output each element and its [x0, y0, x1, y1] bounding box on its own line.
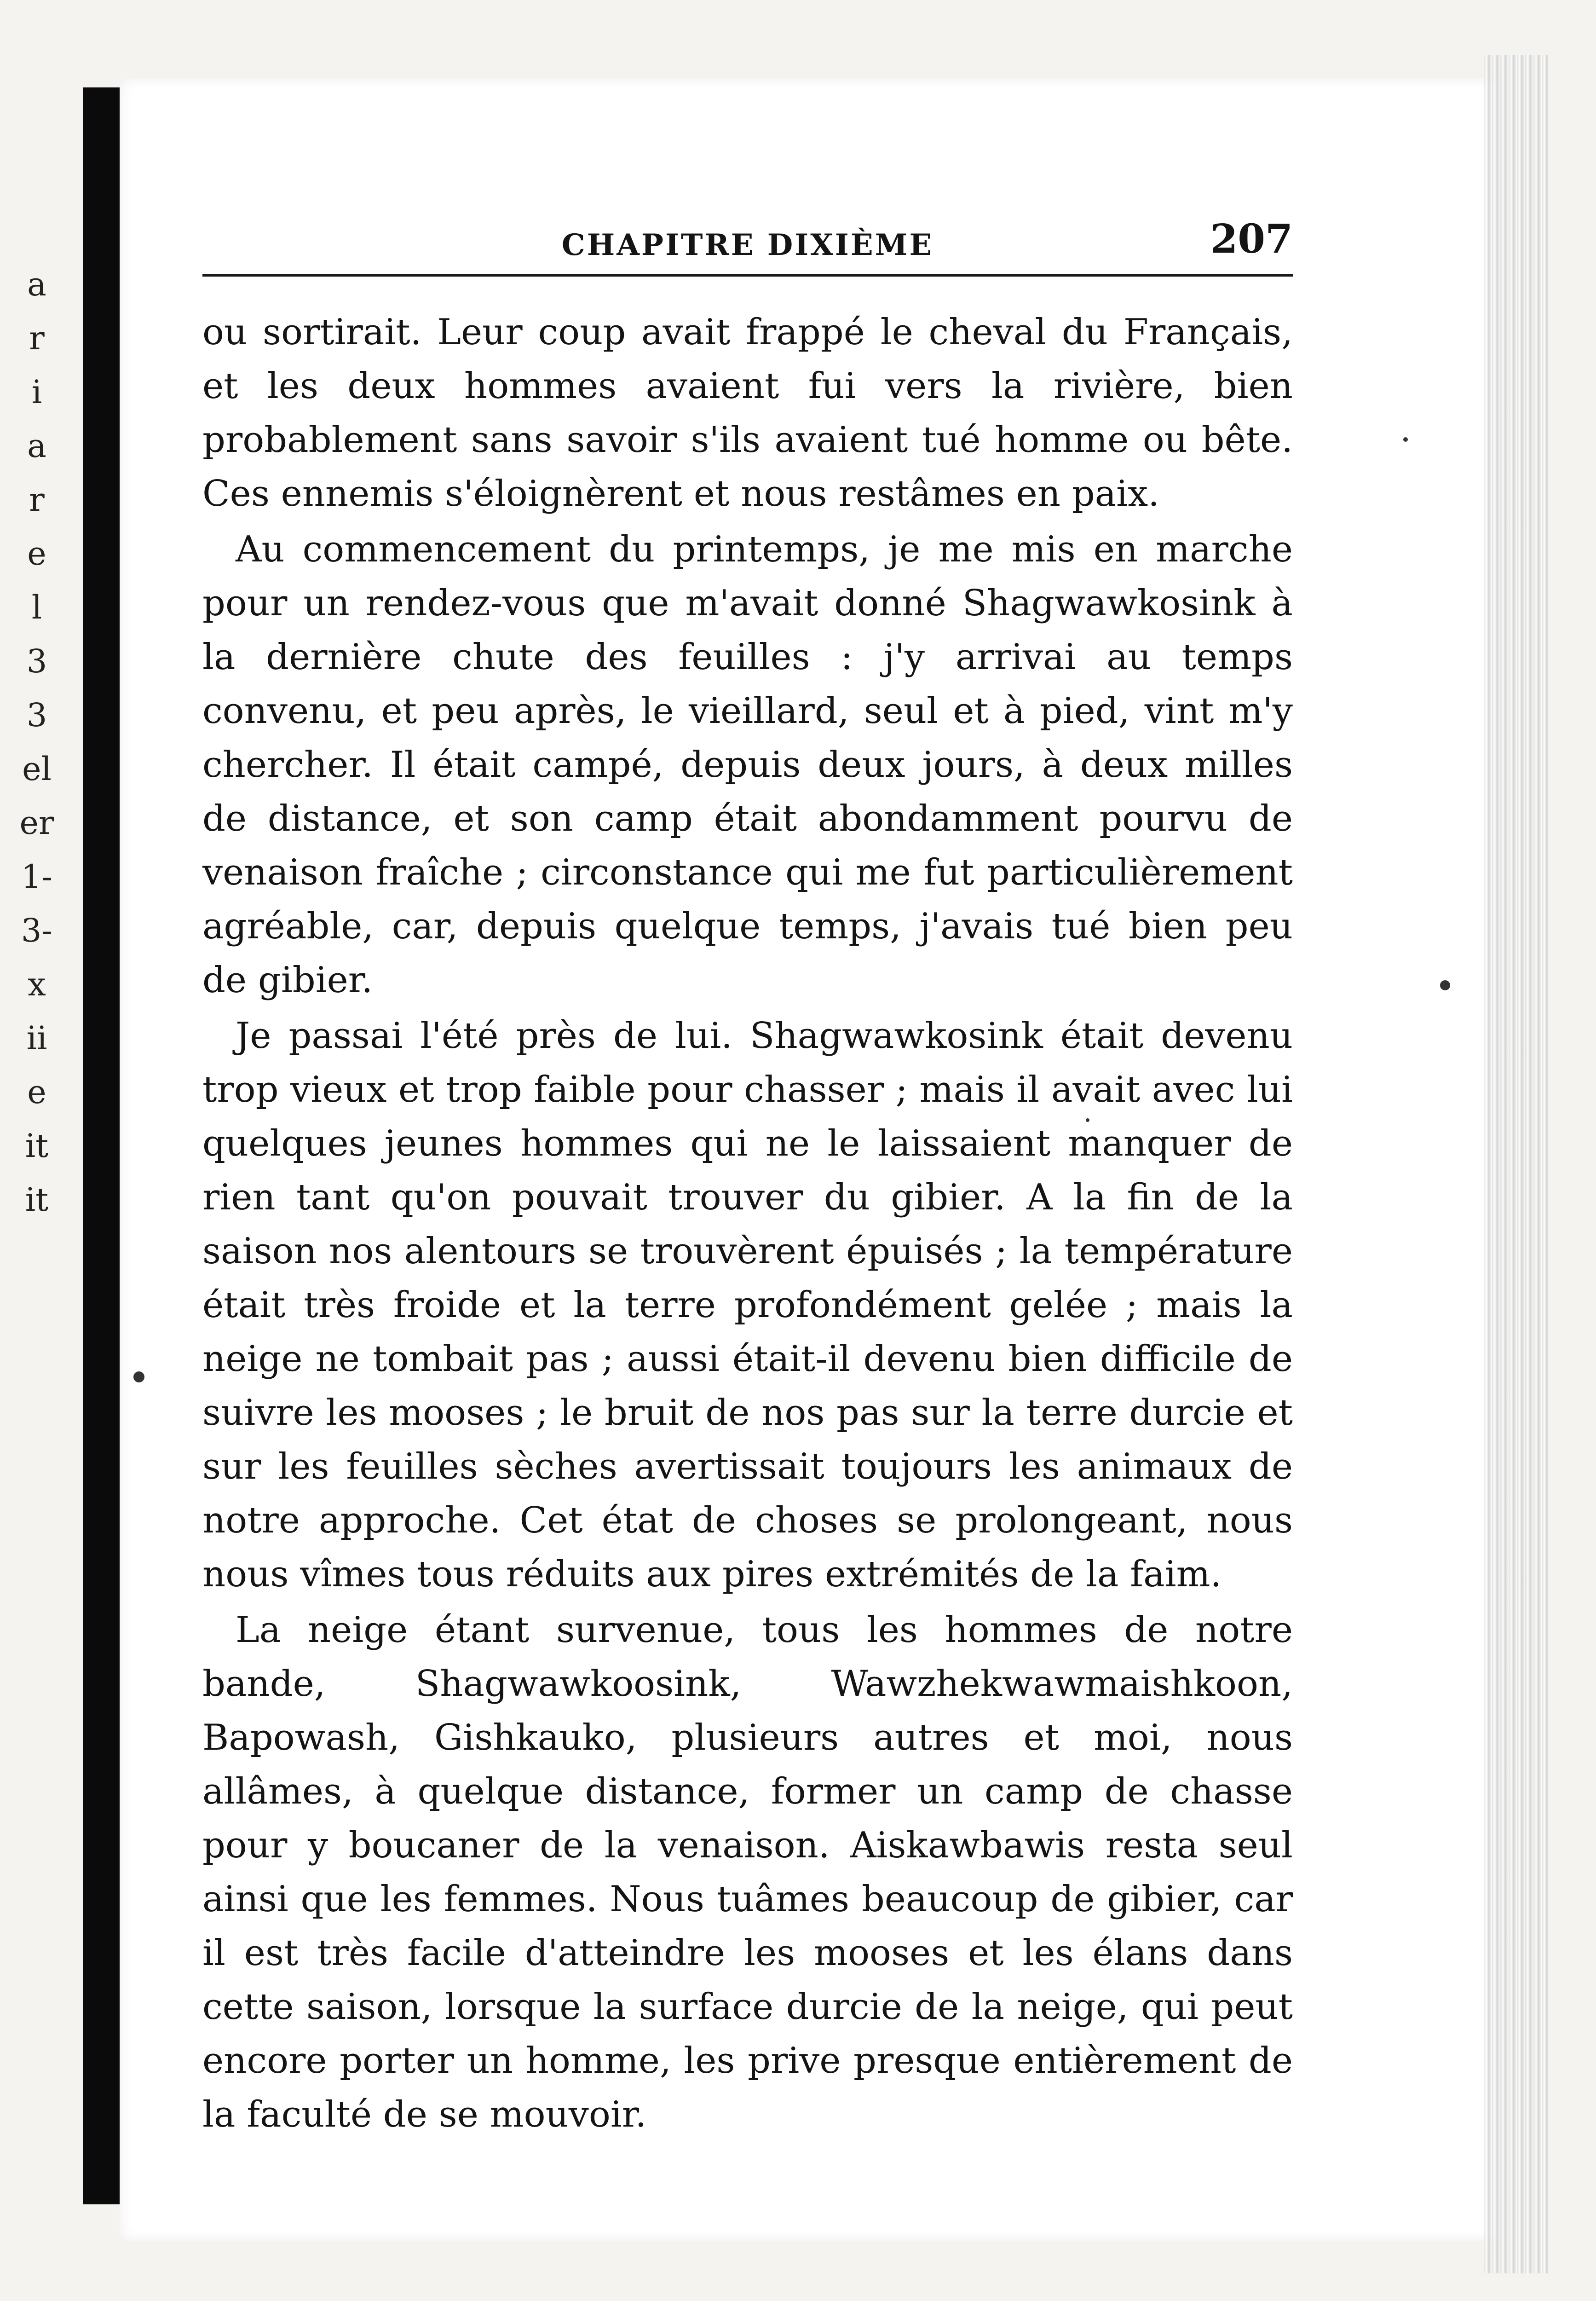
header-rule: [202, 274, 1293, 277]
gutter-fragment: it: [25, 1127, 49, 1165]
gutter-fragment: r: [29, 319, 45, 357]
gutter-fragment: r: [29, 481, 45, 519]
gutter-fragment: e: [27, 1073, 46, 1111]
gutter-fragment: i: [31, 373, 42, 411]
gutter-fragment: a: [27, 427, 46, 465]
paragraph: Je passai l'été près de lui. Shagwawkosink était devenu trop vieux et trop faible pour chasser ; mais il avait avec lui quelques jeunes hommes qui ne le laissaient manquer de rien tant qu'on pouvait trouver du gibier. A la fin de la saison nos alentours se trouvèrent épuisés ; la température était très froide et la terre profondément gelée ; mais la neige ne tombait pas ; aussi était-il devenu bien difficile de suivre les mooses ; le bruit de nos pas sur la terre durcie et sur les feuilles sèches avertissait toujours les animaux de notre approche. Cet état de choses se prolongeant, nous nous vîmes tous réduits aux pires extrémités de la faim.: [202, 1015, 1293, 1595]
gutter-fragment: e: [27, 535, 46, 572]
gutter-fragment: a: [27, 266, 46, 303]
page-number: 207: [1210, 216, 1293, 262]
gutter-fragment: er: [19, 804, 54, 842]
paragraph: ou sortirait. Leur coup avait frappé le cheval du Français, et les deux hommes avaient fui vers la rivière, bien probablement sans savoir s'ils avaient tué homme ou bête. Ces ennemis s'éloignèrent et nous restâmes en paix.: [202, 312, 1293, 515]
gutter-fragment: 3-: [21, 912, 53, 949]
gutter-fragment: l: [31, 589, 42, 626]
gutter-fragment: 3: [26, 696, 47, 734]
gutter-fragment: 3: [26, 642, 47, 680]
scan-speck: [1440, 980, 1450, 990]
running-head: [202, 212, 1293, 262]
gutter-fragment: x: [28, 965, 46, 1003]
body-text: [202, 304, 1293, 2142]
page-edge-texture: [1484, 55, 1548, 2273]
scan-speck: [1086, 1118, 1089, 1122]
scan-speck: [1403, 437, 1408, 442]
chapter-title: CHAPITRE DIXIÈME: [561, 228, 934, 262]
paragraph: Au commencement du printemps, je me mis en marche pour un rendez-vous que m'avait donné Shagwawkosink à la dernière chute des feuilles : j'y arrivai au temps convenu, et peu après, le vieillard, seul et à pied, vint m'y chercher. Il était campé, depuis deux jours, à deux milles de distance, et son camp était abondamment pourvu de venaison fraîche ; circonstance qui me fut particulièrement agréable, car, depuis quelque temps, j'avais tué bien peu de gibier.: [202, 529, 1293, 1001]
scan-speck: [133, 1371, 144, 1382]
gutter-fragment: 1-: [21, 858, 53, 896]
gutter-fragment: it: [25, 1181, 49, 1219]
left-margin-fragments: [0, 258, 74, 2052]
gutter-fragment: el: [22, 750, 52, 788]
binding-shadow: [83, 87, 120, 2204]
paragraph: La neige étant survenue, tous les hommes de notre bande, Shagwawkoosink, Wawzhekwawmaishkoon, Bapowash, Gishkauko, plusieurs autres et moi, nous allâmes, à quelque distance, former un camp de chasse pour y boucaner de la venaison. Aiskawbawis resta seul ainsi que les femmes. Nous tuâmes beaucoup de gibier, car il est très facile d'atteindre les mooses et les élans dans cette saison, lorsque la surface durcie de la neige, qui peut encore porter un homme, les prive presque entièrement de la faculté de se mouvoir.: [202, 1609, 1293, 2135]
gutter-fragment: ii: [26, 1019, 47, 1057]
